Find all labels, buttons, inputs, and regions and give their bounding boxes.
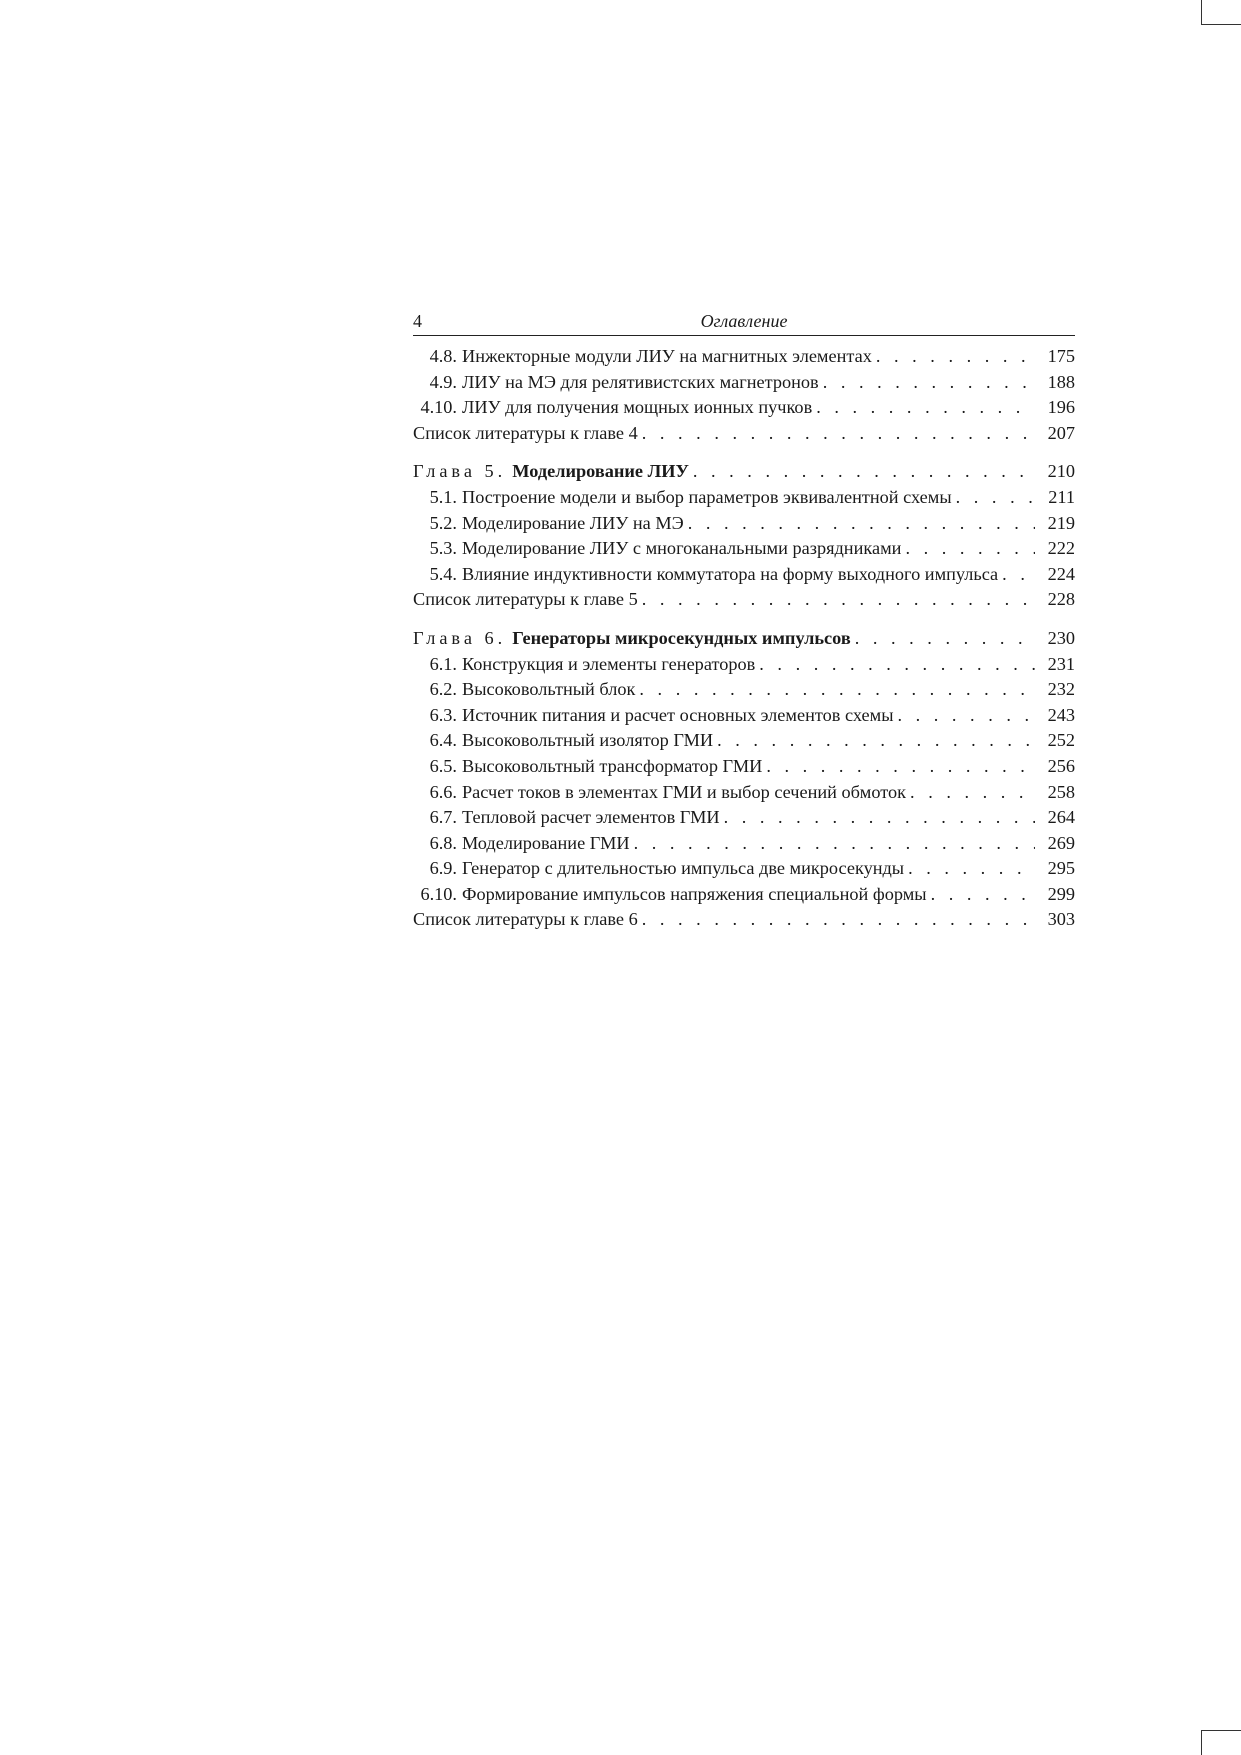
page-ref: 252 bbox=[1047, 730, 1075, 751]
section-title: ЛИУ на МЭ для релятивистских магнетронов bbox=[462, 371, 819, 392]
section-number: 5.3. bbox=[429, 538, 457, 559]
book-page bbox=[413, 310, 1075, 935]
leader-dots bbox=[905, 538, 1035, 559]
section-number: 6.8. bbox=[429, 832, 457, 853]
toc-entry[interactable] bbox=[413, 372, 1075, 398]
crop-mark-top-horizontal bbox=[1201, 24, 1241, 25]
section-title: Построение модели и выбор параметров эквивалентной схемы bbox=[462, 486, 952, 507]
section-title: Конструкция и элементы генераторов bbox=[462, 653, 756, 674]
section-title: Генератор с длительностью импульса две микросекунды bbox=[462, 858, 905, 879]
toc-group-chapter-5 bbox=[413, 461, 1075, 615]
toc-entry[interactable] bbox=[413, 858, 1075, 884]
page-ref: 222 bbox=[1047, 538, 1075, 559]
page-ref: 231 bbox=[1047, 653, 1075, 674]
chapter-title: Моделирование ЛИУ bbox=[512, 461, 689, 482]
page-ref: 295 bbox=[1047, 858, 1075, 879]
leader-dots bbox=[642, 423, 1035, 444]
page-ref: 303 bbox=[1047, 909, 1075, 930]
leader-dots bbox=[1002, 564, 1035, 585]
section-number: 6.3. bbox=[429, 704, 457, 725]
toc-entry[interactable] bbox=[413, 538, 1075, 564]
toc-entry[interactable] bbox=[413, 807, 1075, 833]
page-number: 4 bbox=[413, 311, 422, 331]
section-title: Высоковольтный трансформатор ГМИ bbox=[462, 755, 763, 776]
leader-dots bbox=[823, 372, 1035, 393]
toc-entry[interactable] bbox=[413, 513, 1075, 539]
section-number: 5.2. bbox=[429, 512, 457, 533]
section-number: 5.4. bbox=[429, 563, 457, 584]
leader-dots bbox=[693, 461, 1035, 482]
page-ref: 299 bbox=[1047, 883, 1075, 904]
page-ref: 228 bbox=[1047, 589, 1075, 610]
page-ref: 211 bbox=[1048, 486, 1075, 507]
toc-entry[interactable] bbox=[413, 487, 1075, 513]
section-title: ЛИУ для получения мощных ионных пучков bbox=[462, 397, 813, 418]
toc-entry[interactable] bbox=[413, 730, 1075, 756]
references-title: Список литературы к главе 4 bbox=[413, 422, 638, 443]
page-ref: 264 bbox=[1047, 807, 1075, 828]
references-title: Список литературы к главе 6 bbox=[413, 909, 638, 930]
running-head bbox=[413, 310, 1075, 336]
section-number: 6.7. bbox=[429, 807, 457, 828]
crop-mark-bottom-vertical bbox=[1201, 1730, 1202, 1755]
page-ref: 224 bbox=[1047, 563, 1075, 584]
toc-chapter-entry[interactable] bbox=[413, 628, 1075, 654]
toc-entry[interactable] bbox=[413, 346, 1075, 372]
leader-dots bbox=[717, 730, 1035, 751]
page-ref: 269 bbox=[1047, 832, 1075, 853]
leader-dots bbox=[956, 487, 1035, 508]
section-number: 6.1. bbox=[429, 653, 457, 674]
toc-entry[interactable] bbox=[413, 756, 1075, 782]
page-ref: 207 bbox=[1047, 422, 1075, 443]
page-ref: 188 bbox=[1047, 371, 1075, 392]
page-ref: 256 bbox=[1047, 755, 1075, 776]
section-title: Моделирование ЛИУ с многоканальными разрядниками bbox=[462, 538, 902, 559]
chapter-title: Генераторы микросекундных импульсов bbox=[512, 627, 851, 648]
page-ref: 243 bbox=[1047, 704, 1075, 725]
toc-entry[interactable] bbox=[413, 654, 1075, 680]
toc-entry[interactable] bbox=[413, 782, 1075, 808]
toc-entry[interactable] bbox=[413, 397, 1075, 423]
toc-entry[interactable] bbox=[413, 564, 1075, 590]
toc-references-entry[interactable] bbox=[413, 909, 1075, 935]
section-number: 6.2. bbox=[429, 679, 457, 700]
section-title: Инжекторные модули ЛИУ на магнитных элементах bbox=[462, 346, 872, 366]
section-number: 4.10. bbox=[420, 397, 457, 418]
table-of-contents bbox=[413, 346, 1075, 935]
chapter-label: Глава 6. bbox=[413, 627, 507, 648]
section-title: Расчет токов в элементах ГМИ и выбор сечений обмоток bbox=[462, 781, 907, 802]
running-title: Оглавление bbox=[700, 311, 788, 331]
crop-mark-top-vertical bbox=[1201, 0, 1202, 25]
leader-dots bbox=[688, 513, 1035, 534]
toc-entry[interactable] bbox=[413, 884, 1075, 910]
leader-dots bbox=[642, 909, 1035, 930]
section-title: Высоковольтный блок bbox=[462, 679, 636, 700]
leader-dots bbox=[724, 807, 1035, 828]
leader-dots bbox=[931, 884, 1035, 905]
section-title: Моделирование ЛИУ на МЭ bbox=[462, 512, 684, 533]
toc-group-chapter-6 bbox=[413, 628, 1075, 935]
section-number: 5.1. bbox=[429, 486, 457, 507]
section-title: Формирование импульсов напряжения специальной формы bbox=[462, 883, 927, 904]
section-number: 6.10. bbox=[420, 883, 457, 904]
leader-dots bbox=[908, 858, 1035, 879]
page-ref: 258 bbox=[1047, 781, 1075, 802]
leader-dots bbox=[766, 756, 1035, 777]
toc-entry[interactable] bbox=[413, 705, 1075, 731]
leader-dots bbox=[855, 628, 1035, 649]
section-title: Источник питания и расчет основных элементов схемы bbox=[462, 704, 894, 725]
chapter-label: Глава 5. bbox=[413, 461, 507, 482]
section-number: 6.5. bbox=[429, 755, 457, 776]
page-ref: 219 bbox=[1047, 512, 1075, 533]
page-ref: 210 bbox=[1047, 461, 1075, 482]
section-number: 4.8. bbox=[429, 346, 457, 366]
section-number: 4.9. bbox=[429, 371, 457, 392]
section-title: Тепловой расчет элементов ГМИ bbox=[462, 807, 720, 828]
page-ref: 175 bbox=[1047, 346, 1075, 366]
leader-dots bbox=[634, 833, 1035, 854]
page-ref: 196 bbox=[1047, 397, 1075, 418]
leader-dots bbox=[910, 782, 1035, 803]
references-title: Список литературы к главе 5 bbox=[413, 589, 638, 610]
crop-mark-bottom-horizontal bbox=[1201, 1730, 1241, 1731]
leader-dots bbox=[639, 679, 1035, 700]
section-title: Влияние индуктивности коммутатора на форму выходного импульса bbox=[462, 563, 999, 584]
toc-chapter-entry[interactable] bbox=[413, 461, 1075, 487]
leader-dots bbox=[897, 705, 1035, 726]
leader-dots bbox=[876, 346, 1035, 367]
toc-references-entry[interactable] bbox=[413, 423, 1075, 449]
leader-dots bbox=[759, 654, 1035, 675]
section-number: 6.9. bbox=[429, 858, 457, 879]
leader-dots bbox=[816, 397, 1035, 418]
page-ref: 232 bbox=[1047, 679, 1075, 700]
toc-entry[interactable] bbox=[413, 679, 1075, 705]
section-number: 6.4. bbox=[429, 730, 457, 751]
section-title: Моделирование ГМИ bbox=[462, 832, 630, 853]
page-ref: 230 bbox=[1047, 627, 1075, 648]
toc-references-entry[interactable] bbox=[413, 589, 1075, 615]
toc-entry[interactable] bbox=[413, 833, 1075, 859]
section-title: Высоковольтный изолятор ГМИ bbox=[462, 730, 714, 751]
leader-dots bbox=[642, 589, 1035, 610]
section-number: 6.6. bbox=[429, 781, 457, 802]
toc-group-chapter-4 bbox=[413, 346, 1075, 448]
